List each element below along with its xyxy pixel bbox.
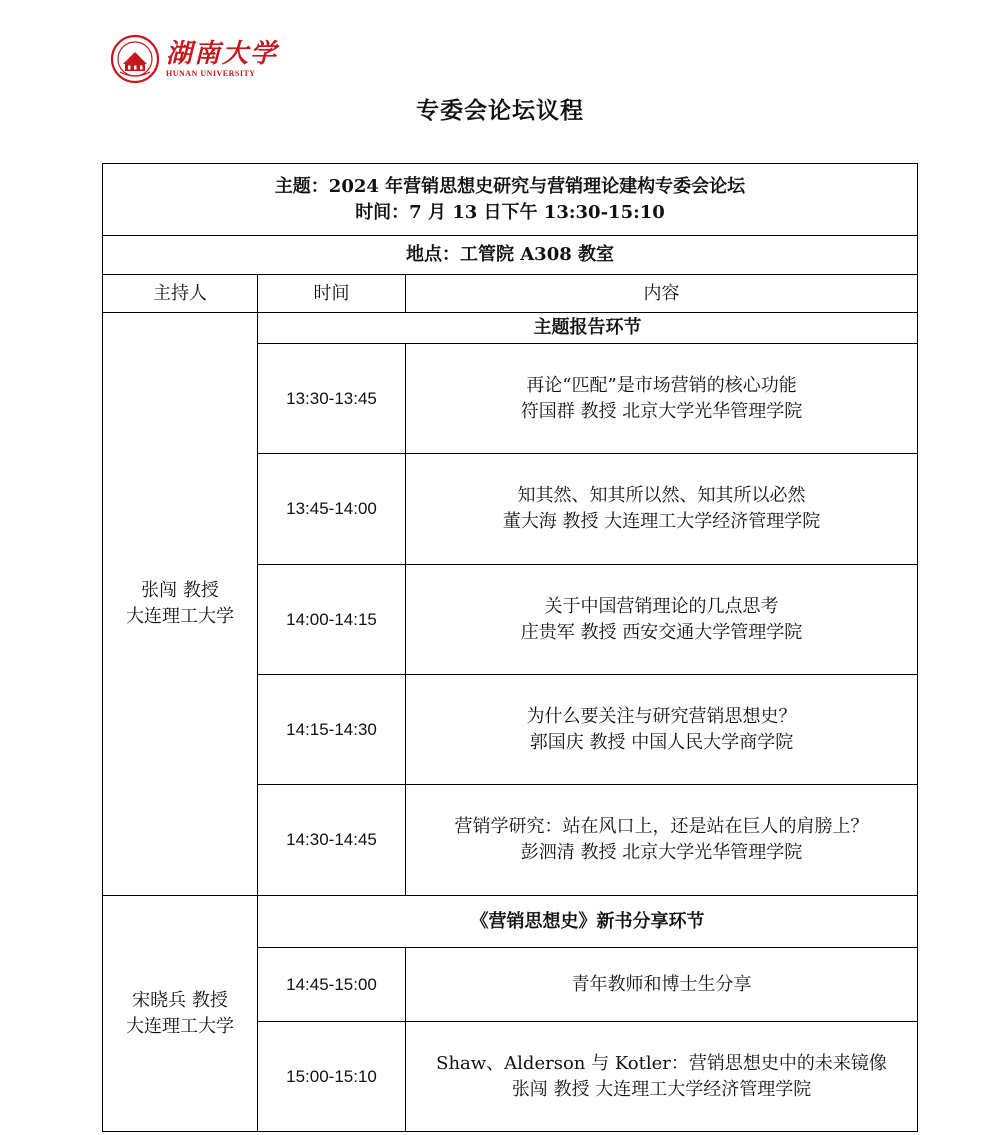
agenda-item-content	[406, 675, 918, 785]
host-name: 宋晓兵 教授	[132, 989, 228, 1011]
agenda-item-time: 14:45-15:00	[258, 948, 406, 1022]
section2-title: 《营销思想史》新书分享环节	[258, 896, 918, 948]
agenda-item-time: 15:00-15:10	[258, 1022, 406, 1132]
section-row	[103, 313, 918, 344]
forum-time: 时间：7 月 13 日下午 13:30-15:10	[355, 201, 665, 223]
section2-host	[103, 896, 258, 1132]
talk-title: 营销学研究：站在风口上，还是站在巨人的肩膀上？	[454, 816, 869, 837]
page-title: 专委会论坛议程	[416, 97, 584, 124]
talk-title: 关于中国营销理论的几点思考	[544, 595, 779, 617]
talk-title: 知其然、知其所以然、知其所以必然	[517, 485, 806, 506]
venue-row	[103, 236, 918, 275]
agenda-item-content	[406, 785, 918, 896]
agenda-heading-cell	[103, 164, 918, 236]
talk-speaker: 庄贵军 教授 西安交通大学管理学院	[520, 621, 803, 643]
host-affiliation: 大连理工大学	[126, 606, 234, 627]
talk-speaker: 符国群 教授 北京大学光华管理学院	[520, 400, 803, 422]
talk-title: 青年教师和博士生分享	[571, 973, 752, 995]
column-header-row	[103, 275, 918, 313]
agenda-item-content	[406, 948, 918, 1022]
agenda-item-time: 13:30-13:45	[258, 344, 406, 454]
talk-speaker: 彭泗清 教授 北京大学光华管理学院	[520, 842, 803, 863]
agenda-item-content	[406, 565, 918, 675]
agenda-item-time: 14:15-14:30	[258, 675, 406, 785]
forum-venue: 地点：工管院 A308 教室	[103, 236, 918, 275]
section1-title: 主题报告环节	[258, 313, 918, 344]
university-seal-icon	[110, 34, 160, 84]
agenda-item-time: 14:00-14:15	[258, 565, 406, 675]
agenda-item-content	[406, 344, 918, 454]
talk-title: Shaw、Alderson 与 Kotler：营销思想史中的未来镜像	[436, 1052, 887, 1074]
agenda-table	[102, 163, 918, 1132]
university-name-cn: 湖南大学	[166, 38, 279, 69]
talk-title: 再论“匹配”是市场营销的核心功能	[526, 374, 797, 396]
agenda-item-time: 13:45-14:00	[258, 454, 406, 565]
agenda-item-time: 14:30-14:45	[258, 785, 406, 896]
talk-speaker: 董大海 教授 大连理工大学经济管理学院	[502, 511, 821, 532]
section1-host	[103, 313, 258, 896]
university-logo	[110, 34, 278, 84]
agenda-item-content	[406, 454, 918, 565]
host-affiliation: 大连理工大学	[126, 1015, 234, 1037]
column-header-content: 内容	[406, 275, 918, 313]
university-name-en: HUNAN UNIVERSITY	[166, 68, 256, 78]
forum-theme: 主题：2024 年营销思想史研究与营销理论建构专委会论坛	[274, 175, 746, 197]
agenda-header-row	[103, 164, 918, 236]
talk-speaker: 张闯 教授 大连理工大学经济管理学院	[511, 1078, 812, 1100]
column-header-time: 时间	[258, 275, 406, 313]
talk-title: 为什么要关注与研究营销思想史？	[526, 705, 797, 727]
host-name: 张闯 教授	[141, 580, 219, 601]
talk-speaker: 郭国庆 教授 中国人民大学商学院	[529, 731, 794, 753]
column-header-host: 主持人	[103, 275, 258, 313]
section-row	[103, 896, 918, 948]
agenda-item-content	[406, 1022, 918, 1132]
